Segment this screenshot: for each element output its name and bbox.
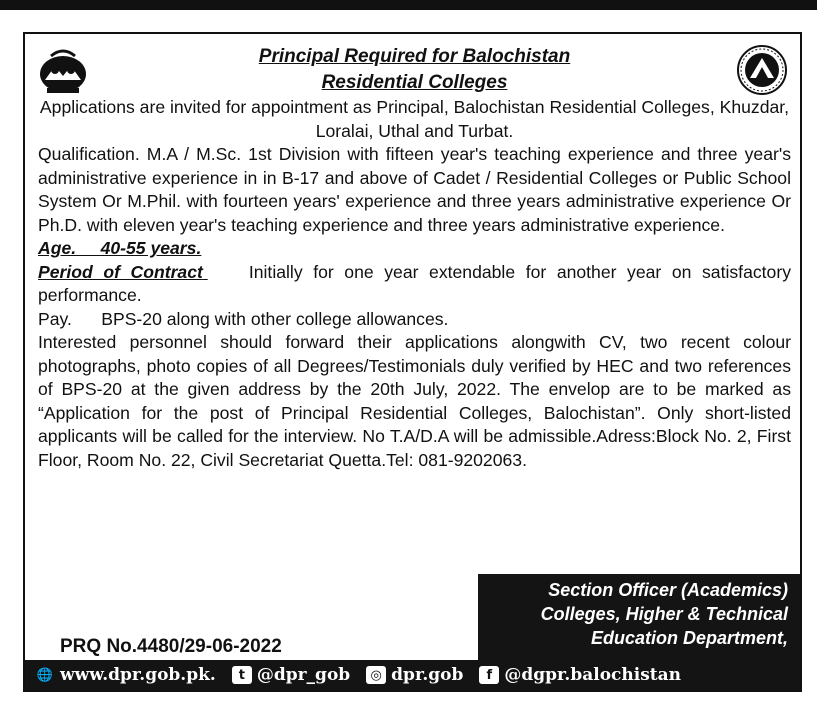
pay-line: Pay. BPS-20 along with other college allowances. bbox=[38, 308, 449, 329]
contract-label: Period of Contract bbox=[38, 261, 203, 282]
prq-number: PRQ No.4480/29-06-2022 bbox=[60, 636, 282, 657]
facebook-icon: f bbox=[479, 666, 499, 684]
footer-bar bbox=[25, 660, 802, 690]
officer-line-2: Colleges, Higher & Technical bbox=[540, 604, 788, 624]
footer-twitter[interactable] bbox=[232, 665, 350, 685]
instagram-icon: ◎ bbox=[366, 666, 386, 684]
instructions-paragraph: Interested personnel should forward their applications alongwith CV, two recent colour photographs, photo copies of all Degrees/Testimonials duly verified by HEC and two references of BPS-20 at the given address by the 20th July, 2022. The envelop are to be marked as “Application for the post of Principal Residential Colleges, Balochistan”. Only short-listed applicants will be called for the interview. No T.A/D.A will be admissible.Adress:Block No. 2, First Floor, Room No. 22, Civil Secretariat Quetta.Tel: 081-9202063. bbox=[38, 332, 791, 470]
footer-instagram[interactable] bbox=[366, 665, 463, 685]
qualification-paragraph: Qualification. M.A / M.Sc. 1st Division with fifteen year's teaching experience and three year's administrative experience in in B-17 and above of Cadet / Residential Colleges or Public School System Or M.Phil. with fourteen years' experience and three years administrative experience Or Ph.D. with eleven year's teaching experience and three years administrative experience. bbox=[38, 144, 791, 235]
globe-icon: 🌐 bbox=[36, 667, 54, 683]
ad-title-line-2: Residential Colleges bbox=[321, 72, 508, 93]
footer-web[interactable] bbox=[35, 665, 216, 685]
facebook-handle[interactable]: @dgpr.balochistan bbox=[504, 665, 682, 685]
age-line bbox=[38, 237, 791, 261]
twitter-icon: t bbox=[232, 666, 252, 684]
advertisement-frame bbox=[23, 32, 802, 692]
instagram-handle[interactable]: dpr.gob bbox=[391, 665, 464, 685]
section-officer-block bbox=[478, 574, 800, 664]
twitter-handle[interactable]: @dpr_gob bbox=[256, 665, 351, 685]
officer-line-1: Section Officer (Academics) bbox=[548, 580, 788, 600]
ad-title-line-1: Principal Required for Balochistan bbox=[258, 46, 571, 67]
web-link[interactable]: www.dpr.gob.pk. bbox=[60, 665, 216, 685]
age-label: Age. 40-55 years. bbox=[38, 238, 202, 258]
ad-body bbox=[38, 96, 791, 472]
contract-underline bbox=[203, 261, 249, 285]
officer-line-3: Education Department, bbox=[590, 628, 788, 648]
intro-paragraph: Applications are invited for appointment as Principal, Balochistan Residential Colleges, Khuzdar, Loralai, Uthal and Turbat. bbox=[39, 97, 790, 141]
top-rule bbox=[0, 0, 817, 10]
footer-facebook[interactable] bbox=[479, 665, 681, 685]
contract-text: Initially for one year extendable for another year on satisfactory performance. bbox=[38, 261, 791, 305]
contract-paragraph bbox=[38, 261, 791, 308]
